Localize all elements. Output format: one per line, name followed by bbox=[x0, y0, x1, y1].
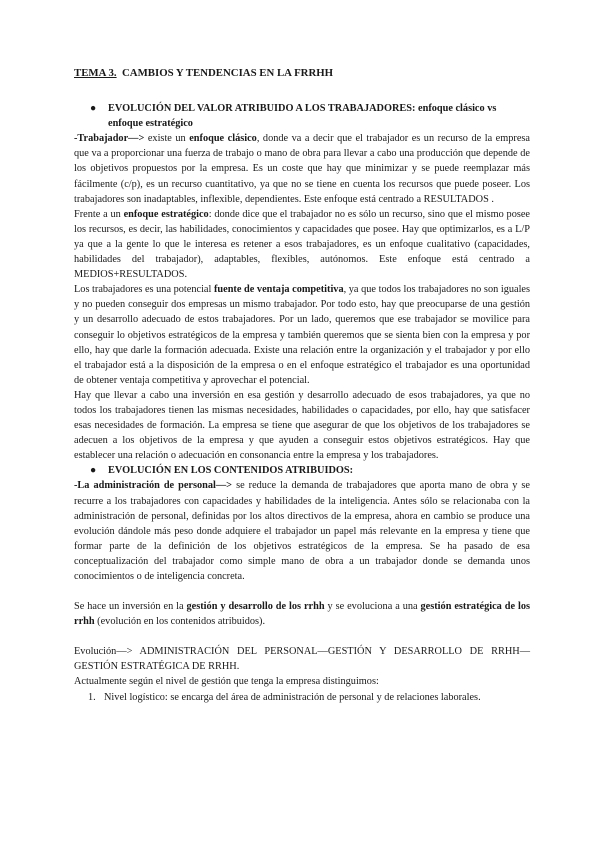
spacer bbox=[74, 629, 530, 644]
text-run: Se hace un inversión en la bbox=[74, 601, 187, 613]
document-title bbox=[74, 66, 530, 81]
lead-administracion: -La administración de personal—> bbox=[74, 480, 233, 492]
list-item bbox=[74, 690, 530, 705]
section-heading-1 bbox=[74, 101, 530, 131]
bold-term: enfoque estratégico bbox=[123, 208, 209, 220]
paragraph-evolucion: Evolución—> ADMINISTRACIÓN DEL PERSONAL—GESTIÓN Y DESARROLLO DE RRHH—GESTIÓN ESTRATÉGICA DE RRHH. bbox=[74, 646, 530, 673]
text-run: y se evoluciona a una bbox=[324, 601, 421, 613]
text-run: , ya que todos los trabajadores no son iguales y no pueden conseguir dos empresas un mismo trabajador. Por todo esto, hay que preocuparse de una gestión y un desarrollo adecuado de estos trabajadores. Por un lado, queremos que ese trabajador se movilice para conseguir lo objetivos estratégicos de la empresa y también queremos que se sienta bien con la empresa y por ello, hay que darle la formación adecuada. Existe una relación entre la organización y el trabajador y por ello el trabajador está a la disposición de la empresa o en el enfoque estratégico el trabajador es una oportunidad de obtener ventaja competitiva y aprovechar el potencial. bbox=[74, 284, 531, 386]
paragraph-trabajador bbox=[74, 131, 530, 206]
list-number: 1. bbox=[88, 691, 96, 703]
bullet-icon: ● bbox=[90, 103, 97, 115]
lead-trabajador: -Trabajador—> bbox=[74, 133, 145, 145]
document-page bbox=[74, 66, 530, 705]
paragraph-administracion-personal bbox=[74, 478, 530, 584]
title-text: CAMBIOS Y TENDENCIAS EN LA FRRHH bbox=[122, 67, 334, 79]
bold-term: gestión y desarrollo de los rrhh bbox=[186, 601, 325, 613]
bold-term: gestión estratégica de los rrhh bbox=[74, 601, 530, 628]
section-heading-1-text: EVOLUCIÓN DEL VALOR ATRIBUIDO A LOS TRABAJADORES: enfoque clásico vs enfoque estratégico bbox=[108, 103, 497, 130]
title-prefix: TEMA 3. bbox=[74, 67, 117, 79]
paragraph-ventaja-competitiva bbox=[74, 282, 530, 388]
paragraph-enfoque-estrategico bbox=[74, 207, 530, 282]
section-heading-2-text: EVOLUCIÓN EN LOS CONTENIDOS ATRIBUIDOS: bbox=[108, 465, 354, 477]
section-heading-2 bbox=[74, 463, 530, 478]
bold-term: enfoque clásico bbox=[189, 133, 257, 145]
text-run: existe un bbox=[144, 133, 190, 145]
paragraph-inversion: Hay que llevar a cabo una inversión en esa gestión y desarrollo adecuado de esos trabajadores, ya que no todos los trabajadores tienen las mismas necesidades, habilidades o capacidades, por ello, hay que satisfacer esas necesidades de formación. La empresa se tiene que asegurar de que los objetivos de los trabajadores se adecuen a los objetivos de la empresa y que ayuden a conseguir estos objetivos estratégicos. Hay que establecer una relación o adecuación en consonancia entre la empresa y los trabajadores. bbox=[74, 389, 530, 462]
text-run: : donde dice que el trabajador no es sólo un recurso, sino que el mismo posee los recursos, es decir, las habilidades, conocimientos y capacidades que posee. Hay que optimizarlos, es a L/P ya que a la gente lo que le interesa es retener a esos trabajadores, es un enfoque cualitativo (capacidades, habilidades del trabajador), adaptables, flexibles, autónomos. Este enfoque está centrado a MEDIOS+RESULTADOS. bbox=[74, 208, 530, 281]
list-text: Nivel logístico: se encarga del área de administración de personal y de relaciones laborales. bbox=[104, 691, 481, 703]
spacer bbox=[74, 584, 530, 599]
text-run: , donde va a decir que el trabajador es un recurso de la empresa que va a proporcionar una fuerza de trabajo o mano de obra para llevar a cabo una producción que depende de los objetivos propuestos por la empresa. Es un coste que hay que minimizar y se puede reemplazar más fácilmente (c/p), es un recurso cuantitativo, ya que no se tiene en cuenta los recursos que puede poseer. Los trabajadores son inadaptables, inflexible, dependientes. Este enfoque está centrado a RESULTADOS . bbox=[74, 133, 530, 205]
text-run: (evolución en los contenidos atribuidos). bbox=[94, 616, 266, 628]
bullet-icon: ● bbox=[90, 465, 97, 477]
paragraph-actualmente: Actualmente según el nivel de gestión que tenga la empresa distinguimos: bbox=[74, 676, 379, 688]
bold-term: fuente de ventaja competitiva bbox=[213, 284, 344, 296]
paragraph-gestion-desarrollo bbox=[74, 599, 530, 629]
text-run: Frente a un bbox=[74, 208, 124, 220]
text-run: se reduce la demanda de trabajadores que aporta mano de obra y se recurre a los trabajadores con capacidades y habilidades de la inteligencia. Antes sólo se relacionaba con la administración de personal, definidas por los altos directivos de la empresa, ahora en cambio se produce una evolución dándole más peso donde adquiere el trabajador un papel más relevante en la empresa y tiene que formar parte de la definición de los objetivos estratégicos de la empresa. Se ha pasado de esa conceptualización del trabajador como simple mano de obra a un trabajador donde se demanda unos conocimientos o de inteligencia concreta. bbox=[74, 480, 531, 582]
text-run: Los trabajadores es una potencial bbox=[74, 284, 214, 296]
